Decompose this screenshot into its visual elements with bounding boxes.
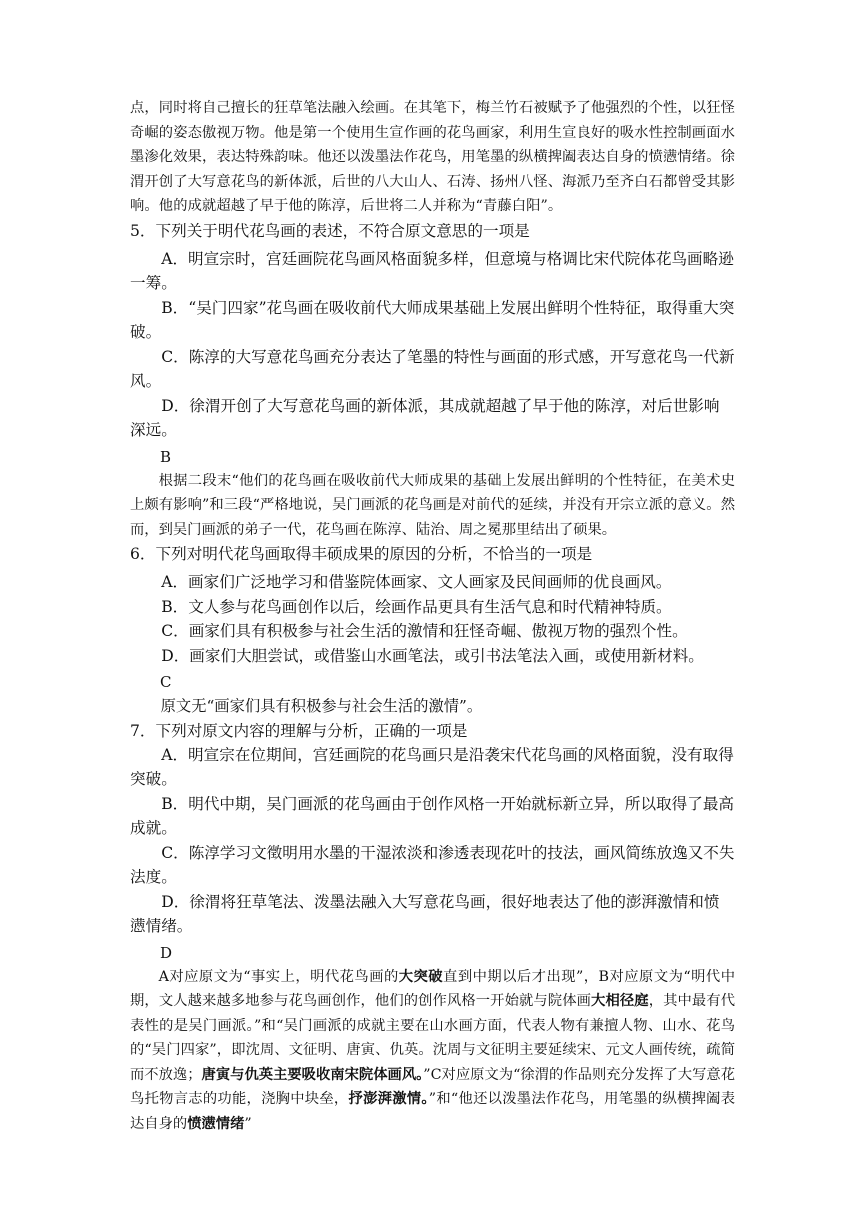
question-6-option-d: D．画家们大胆尝试，或借鉴山水画笔法，或引书法笔法入画，或使用新材料。 <box>161 646 704 665</box>
question-6-option-b: B．文人参与花鸟画创作以后，绘画作品更具有生活气息和时代精神特质。 <box>161 597 672 616</box>
explanation-segment: ”和“他还以泼墨法作花鸟，用笔墨的纵横捭阖表达自身的 <box>130 1091 736 1132</box>
explanation-segment: 直到中期以后才出现”，B对应原文为“明代中期，文人越来越多地参与花鸟画创作，他们的创作风格一开始就与院体画 <box>130 968 735 1009</box>
question-7-option-c: C．陈淳学习文徵明用水墨的干湿浓淡和渗透表现花叶的技法，画风简练放逸又不失法度。 <box>130 843 735 886</box>
question-5-answer: B <box>160 447 172 466</box>
explanation-segment: ”C对应原文为“徐渭的作品则充分发挥了大写意花鸟托物言志的功能，浇胸中块垒， <box>130 1066 735 1107</box>
content-column <box>130 96 735 1136</box>
question-7-option-a: A．明宣宗在位期间，宫廷画院的花鸟画只是沿袭宋代花鸟画的风格面貌，没有取得突破。 <box>130 745 734 788</box>
question-7-stem: 7．下列对原文内容的理解与分析，正确的一项是 <box>130 721 468 740</box>
explanation-bold-segment: 唐寅与仇英主要吸收南宋院体画风。 <box>201 1066 424 1083</box>
question-5-option-d: D．徐渭开创了大写意花鸟画的新体派，其成就超越了早于他的陈淳，对后世影响深远。 <box>130 396 720 439</box>
explanation-bold-segment: 大相径庭 <box>591 993 649 1009</box>
explanation-segment: A对应原文为“事实上，明代花鸟画的 <box>158 968 399 985</box>
question-6-stem: 6．下列对明代花鸟画取得丰硕成果的原因的分析，不恰当的一项是 <box>130 545 593 563</box>
explanation-segment: ，其中最有代表性的是吴门画派。”和“吴门画派的成就主要在山水画方面，代表人物有兼擅人物、山水、花鸟的“吴门四家”，即沈周、文征明、唐寅、仇英。沈周与文征明主要延续宋、元文人画传统，疏简而不放逸； <box>130 993 736 1083</box>
question-6-answer: C <box>160 673 172 691</box>
explanation-bold-segment: 愤懑情绪 <box>187 1115 245 1132</box>
question-5-stem: 5．下列关于明代花鸟画的表述，不符合原文意思的一项是 <box>130 221 530 240</box>
question-7-explanation <box>130 965 735 1137</box>
explanation-bold-segment: 抒澎湃激情。 <box>348 1091 429 1107</box>
explanation-segment: ” <box>244 1115 252 1132</box>
intro-paragraph: 点，同时将自己擅长的狂草笔法融入绘画。在其笔下，梅兰竹石被赋予了他强烈的个性，以狂怪奇崛的姿态傲视万物。他是第一个使用生宣作画的花鸟画家，利用生宣良好的吸水性控制画面水墨渗化效果，表达特殊韵味。他还以泼墨法作花鸟，用笔墨的纵横捭阖表达自身的愤懑情绪。徐渭开创了大写意花鸟的新体派，后世的八大山人、石涛、扬州八怪、海派乃至齐白石都曾受其影响。他的成就超越了早于他的陈淳，后世将二人并称为“青藤白阳”。 <box>130 100 735 214</box>
question-7-option-b: B．明代中期，吴门画派的花鸟画由于创作风格一开始就标新立异，所以取得了最高成就。 <box>130 794 735 837</box>
question-6-explanation: 原文无“画家们具有积极参与社会生活的激情”。 <box>160 697 483 715</box>
question-7-option-d: D．徐渭将狂草笔法、泼墨法融入大写意花鸟画，很好地表达了他的澎湃激情和愤懑情绪。 <box>130 892 720 935</box>
explanation-bold-segment: 大突破 <box>398 968 444 985</box>
question-6-option-c: C．画家们具有积极参与社会生活的激情和狂怪奇崛、傲视万物的强烈个性。 <box>161 622 688 640</box>
question-6-option-a: A．画家们广泛地学习和借鉴院体画家、文人画家及民间画师的优良画风。 <box>161 573 672 591</box>
question-5-option-b: B．“吴门四家”花鸟画在吸收前代大师成果基础上发展出鲜明个性特征，取得重大突破。 <box>130 298 735 341</box>
question-5-option-c: C．陈淳的大写意花鸟画充分表达了笔墨的特性与画面的形式感，开写意花鸟一代新风。 <box>130 347 735 390</box>
question-5-explanation: 根据二段末“他们的花鸟画在吸收前代大师成果的基础上发展出鲜明的个性特征，在美术史上颇有影响”和三段“严格地说，吴门画派的花鸟画是对前代的延续，并没有开宗立派的意义。然而，到吴门画派的弟子一代，花鸟画在陈淳、陆治、周之冕那里结出了硕果。 <box>130 472 735 538</box>
question-5-option-a: A．明宣宗时，宫廷画院花鸟画风格面貌多样，但意境与格调比宋代院体花鸟画略逊一筹。 <box>130 249 734 292</box>
question-7-answer: D <box>160 943 173 962</box>
